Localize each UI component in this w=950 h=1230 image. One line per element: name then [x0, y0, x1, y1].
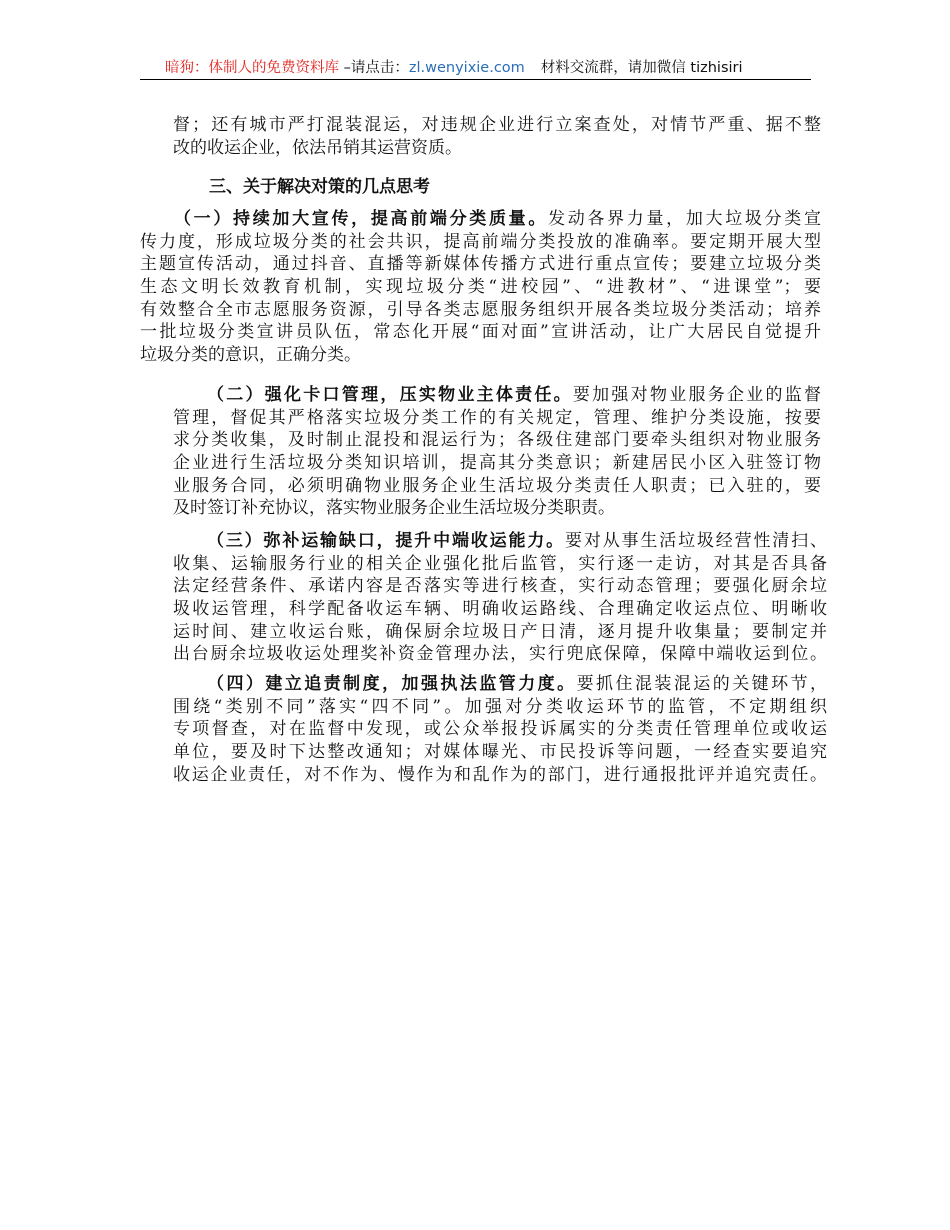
text-line: 一批垃圾分类宣讲员队伍，常态化开展“面对面”宣讲活动，让广大居民自觉提升: [140, 322, 821, 343]
text-line: 督；还有城市严打混装混运，对违规企业进行立案查处，对情节严重、据不整: [173, 115, 821, 135]
text-line: 专项督查，对在监督中发现，或公众举报投诉属实的分类责任管理单位或收运: [173, 719, 827, 740]
text-line: 围绕“类别不同”落实“四不同”。加强对分类收运环节的监管，不定期组织: [173, 696, 827, 717]
paragraph-continued: [173, 114, 821, 159]
text-line: [173, 384, 821, 407]
page-header: [165, 58, 743, 78]
text-line: 有效整合全市志愿服务资源，引导各类志愿服务组织开展各类垃圾分类活动；培养: [140, 299, 821, 320]
paragraph-1: [140, 208, 821, 367]
paragraph-3: [173, 530, 827, 666]
text-line: 改的收运企业，依法吊销其运营资质。: [173, 137, 462, 158]
text-span: 要加强对物业服务企业的监督: [572, 385, 822, 405]
paragraph-lead: （三）弥补运输缺口，提升中端收运能力。: [207, 531, 566, 551]
text-line: 主题宣传活动，通过抖音、直播等新媒体传播方式进行重点宣传；要建立垃圾分类: [140, 254, 821, 275]
text-line: 求分类收集，及时制止混投和混运行为；各级住建部门要牵头组织对物业服务: [173, 430, 821, 451]
text-line: 及时签订补充协议，落实物业服务企业生活垃圾分类职责。: [173, 498, 615, 519]
text-line: 法定经营条件、承诺内容是否落实等进行核查，实行动态管理；要强化厨余垃: [173, 576, 827, 597]
header-contact: 材料交流群，请加微信 tizhisiri: [540, 60, 743, 76]
text-line: 垃圾分类的意识，正确分类。: [140, 345, 361, 366]
text-line: 生态文明长效教育机制，实现垃圾分类“进校园”、“进教材”、“进课堂”；要: [140, 277, 821, 298]
text-line: [173, 673, 827, 696]
text-span: 要抓住混装混运的关键环节，: [576, 674, 828, 694]
paragraph-lead: （四）建立追责制度，加强执法监管力度。: [207, 674, 577, 694]
header-rule: [140, 79, 811, 80]
section-heading: 三、关于解决对策的几点思考: [209, 177, 430, 197]
header-link[interactable]: zl.wenyixie.com: [408, 60, 525, 76]
text-span: 发动各界力量，加大垃圾分类宣: [548, 209, 821, 229]
text-line: 收集、运输服务行业的相关企业强化批后监管，实行逐一走访，对其是否具备: [173, 553, 827, 574]
text-span: 要对从事生活垃圾经营性清扫、: [565, 531, 827, 551]
text-line: 收运企业责任，对不作为、慢作为和乱作为的部门，进行通报批评并追究责任。: [173, 764, 827, 785]
text-line: 传力度，形成垃圾分类的社会共识，提高前端分类投放的准确率。要定期开展大型: [140, 231, 821, 252]
paragraph-2: [173, 384, 821, 520]
text-line: 单位，要及时下达整改通知；对媒体曝光、市民投诉等问题，一经查实要追究: [173, 742, 827, 763]
paragraph-4: [173, 673, 827, 786]
text-line: 运时间、建立收运台账，确保厨余垃圾日产日清，逐月提升收集量；要制定并: [173, 621, 827, 642]
text-line: [140, 208, 821, 231]
header-prompt: –请点击：: [339, 60, 409, 76]
header-site-name: 暗狗：体制人的免费资料库: [165, 60, 339, 76]
text-line: 圾收运管理，科学配备收运车辆、明确收运路线、合理确定收运点位、明晰收: [173, 599, 827, 620]
paragraph-lead: （二）强化卡口管理，压实物业主体责任。: [207, 385, 573, 405]
text-line: 管理，督促其严格落实垃圾分类工作的有关规定，管理、维护分类设施，按要: [173, 407, 821, 428]
paragraph-lead: （一）持续加大宣传，提高前端分类质量。: [174, 209, 549, 229]
text-line: 企业进行生活垃圾分类知识培训，提高其分类意识；新建居民小区入驻签订物: [173, 453, 821, 474]
text-line: 业服务合同，必须明确物业服务企业生活垃圾分类责任人职责；已入驻的，要: [173, 475, 821, 496]
text-line: [173, 530, 827, 553]
text-line: 出台厨余垃圾收运处理奖补资金管理办法，实行兜底保障，保障中端收运到位。: [173, 644, 827, 665]
